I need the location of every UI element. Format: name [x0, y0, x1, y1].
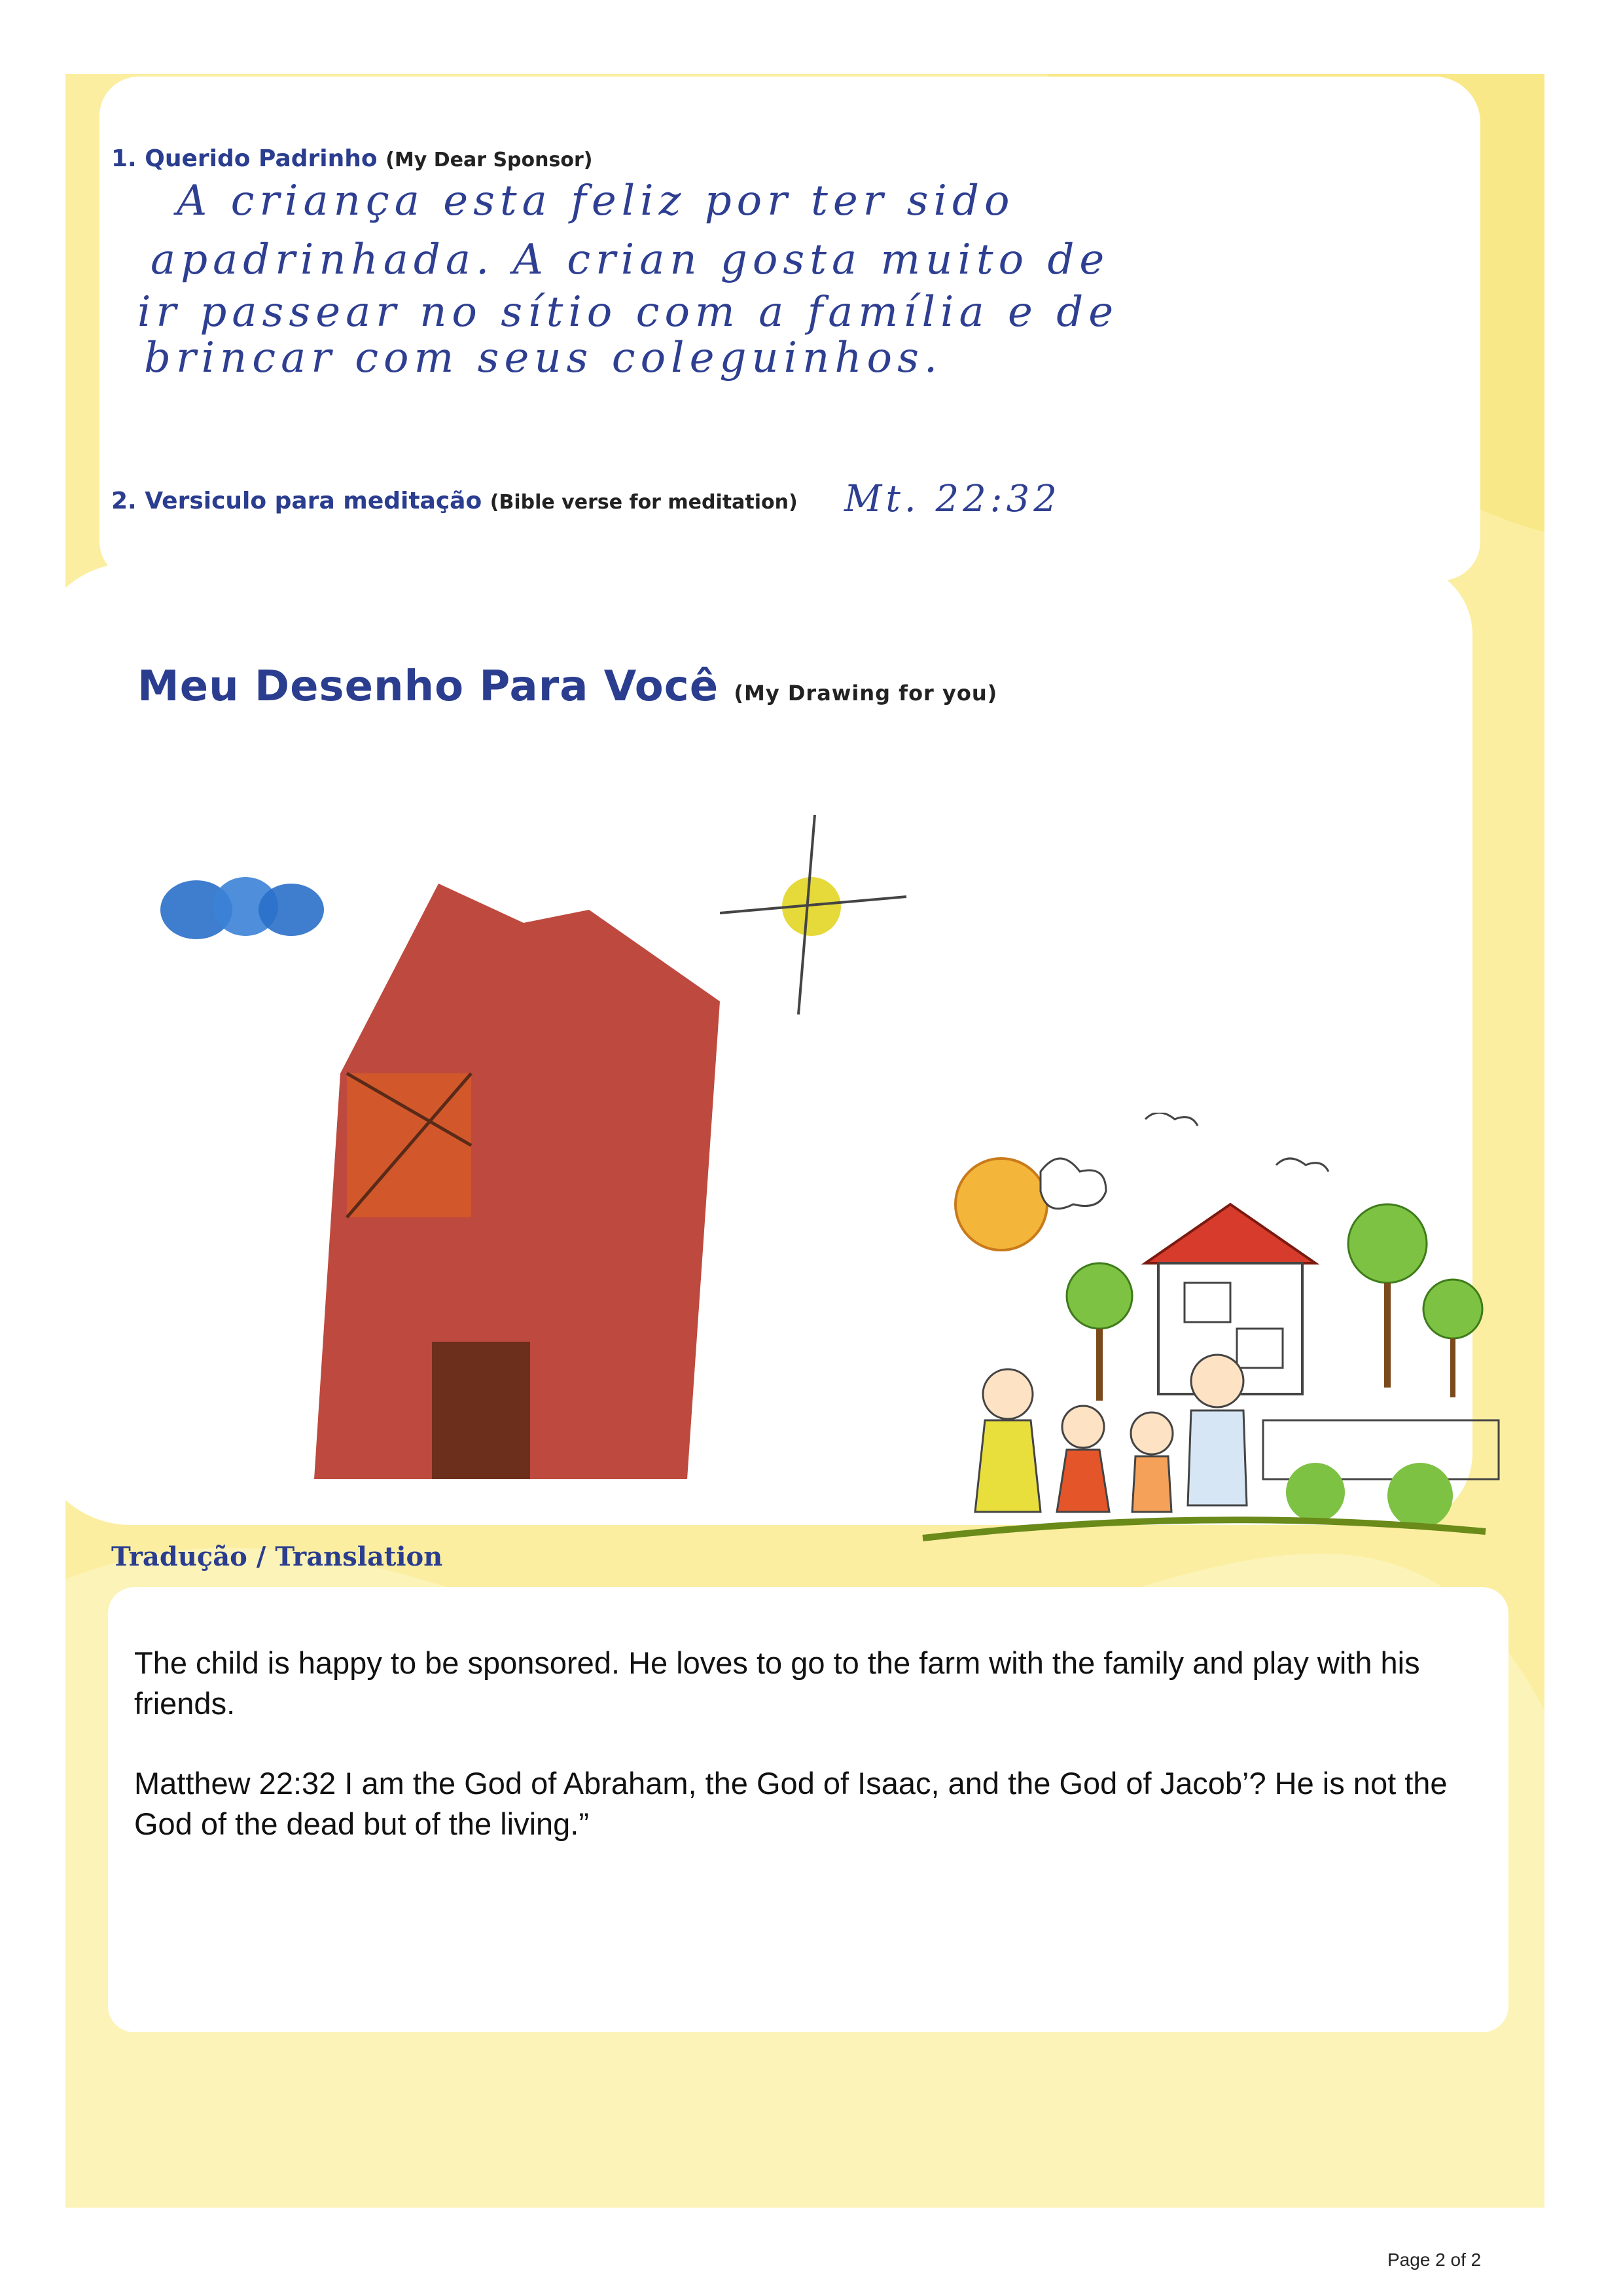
drawing-title	[137, 662, 997, 711]
translation-paragraph-2: Matthew 22:32 I am the God of Abraham, the God of Isaac, and the God of Jacob’? He is not the God of the dead but of the living.”	[134, 1766, 1448, 1841]
dear-sponsor-subtitle: (My Dear Sponsor)	[385, 149, 593, 171]
drawing-subtitle: (My Drawing for you)	[734, 681, 998, 706]
handwritten-line-1: A criança esta feliz por ter sido	[177, 177, 1015, 225]
dear-sponsor-title: 1. Querido Padrinho	[111, 145, 378, 172]
house-drawing-icon	[314, 884, 720, 1479]
translation-body	[134, 1643, 1495, 1884]
page-number: Page 2 of 2	[1387, 2250, 1482, 2270]
child-house-drawing	[131, 798, 949, 1551]
sun-scribble-icon	[720, 815, 906, 1014]
verse-title: 2. Versiculo para meditação	[111, 488, 482, 514]
family-figures	[975, 1355, 1247, 1512]
cloud-scribble-icon	[160, 877, 324, 939]
family-clipart-icon	[910, 1113, 1512, 1571]
translation-paragraph-1: The child is happy to be sponsored. He loves to go to the farm with the family and play with his friends.	[134, 1645, 1420, 1721]
verse-subtitle: (Bible verse for meditation)	[490, 491, 798, 514]
handwritten-verse-reference: Mt. 22:32	[844, 478, 1061, 520]
handwritten-line-2: apadrinhada. A crian gosta muito de	[151, 236, 1110, 284]
drawing-title-text: Meu Desenho Para Você	[137, 662, 719, 711]
verse-label	[111, 488, 798, 514]
handwritten-line-4: brincar com seus coleguinhos.	[144, 334, 943, 382]
dear-sponsor-label	[111, 145, 592, 172]
handwritten-line-3: ir passear no sítio com a família e de	[137, 288, 1119, 336]
translation-heading: Tradução / Translation	[111, 1541, 443, 1572]
